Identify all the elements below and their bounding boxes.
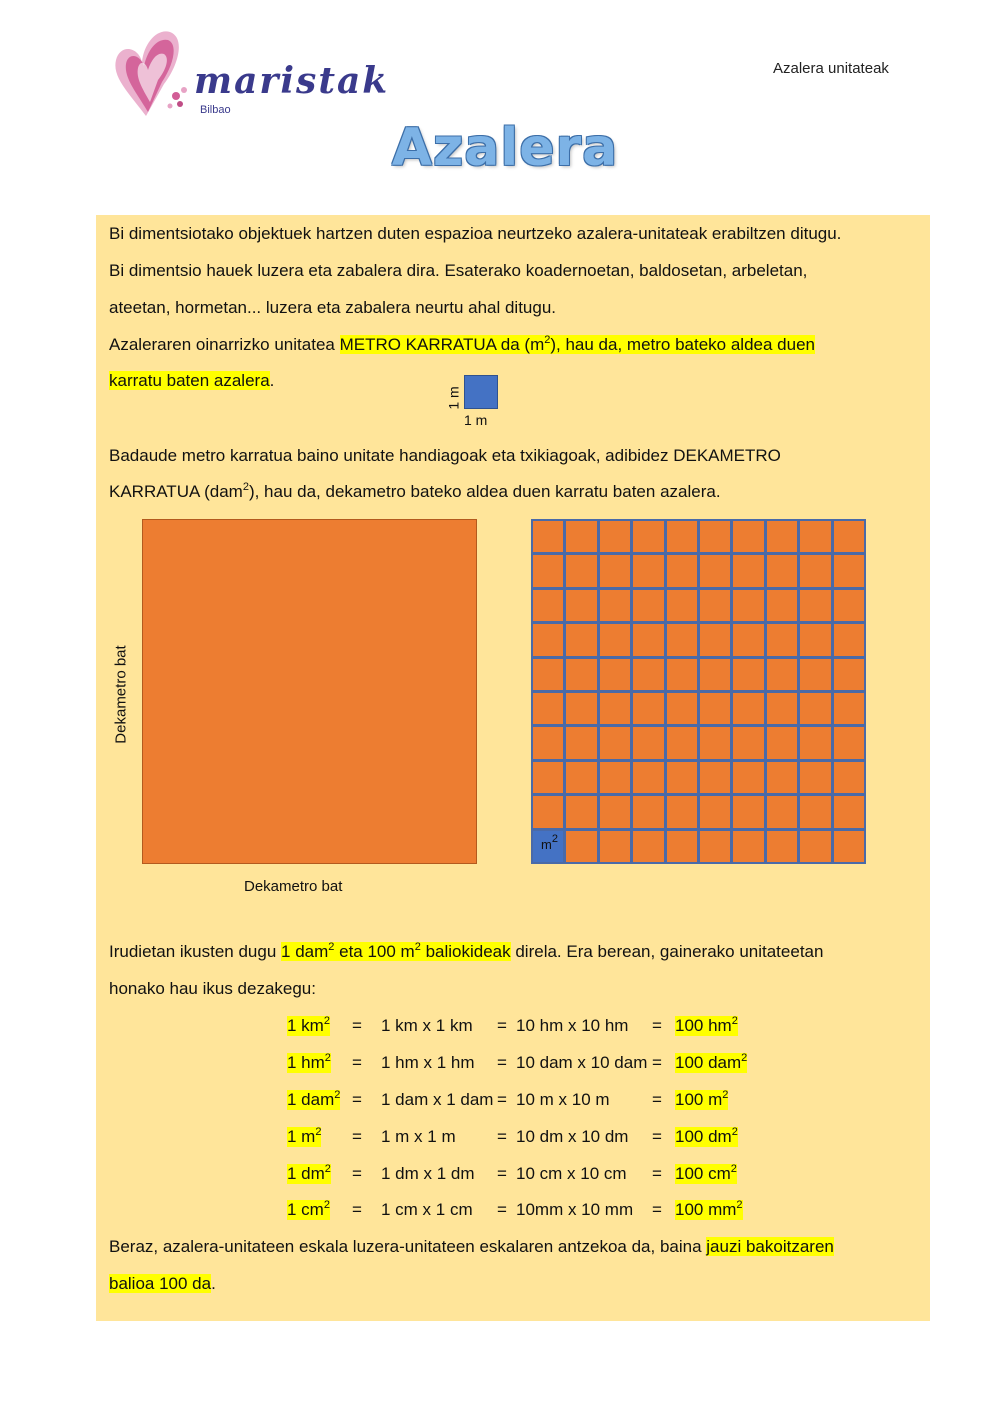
equivalence-prod2 — [516, 1127, 628, 1147]
equivalence-result-text: 100 m — [675, 1090, 723, 1109]
equivalence-unit-text: 1 cm — [287, 1200, 324, 1219]
grid-cell — [633, 831, 663, 862]
superscript: 2 — [722, 1089, 729, 1101]
grid-cell — [533, 624, 563, 655]
grid-cell — [633, 693, 663, 724]
grid-cell — [834, 831, 864, 862]
equivalence-result — [675, 1016, 738, 1036]
equivalence-eq1-text: = — [352, 1127, 362, 1146]
grid-cell — [600, 831, 630, 862]
equivalence-unit-text: 1 dm — [287, 1164, 325, 1183]
highlight-text-2: ), hau da, metro bateko aldea duen — [550, 335, 815, 354]
grid-cell — [700, 624, 730, 655]
equivalence-eq2 — [497, 1127, 507, 1147]
equivalence-prod-text: 1 km x 1 km — [381, 1016, 473, 1035]
grid-cell — [800, 796, 830, 827]
superscript: 2 — [551, 832, 558, 845]
grid-cell — [733, 590, 763, 621]
equivalence-unit-text: 1 m — [287, 1127, 316, 1146]
dekameter-bottom-label: Dekametro bat — [244, 878, 343, 895]
para3-line-1 — [109, 942, 823, 962]
highlight-metro-karratua — [340, 335, 815, 354]
grid-cell — [767, 727, 797, 758]
grid-cell-label — [541, 832, 558, 852]
equivalence-eq3 — [652, 1164, 662, 1184]
grid-cell — [533, 521, 563, 552]
square-meter-side-label: 1 m — [445, 386, 462, 410]
intro-line-4 — [109, 335, 815, 355]
equivalence-eq1-text: = — [352, 1200, 362, 1219]
intro-period: . — [269, 371, 275, 390]
superscript: 2 — [741, 1052, 748, 1064]
para2-text-b: ), hau da, dekametro bateko aldea duen karratu baten azalera. — [248, 482, 721, 501]
conclusion-line-1 — [109, 1237, 834, 1257]
grid-cell — [834, 521, 864, 552]
equivalence-prod-text: 1 hm x 1 hm — [381, 1053, 475, 1072]
conclusion-text-a: Beraz, azalera-unitateen eskala luzera-unitateen eskalaren antzekoa da, baina — [109, 1237, 707, 1256]
equivalence-prod2 — [516, 1053, 647, 1073]
equivalence-prod-text: 1 dm x 1 dm — [381, 1164, 475, 1183]
grid-cell — [566, 659, 596, 690]
grid-cell — [733, 555, 763, 586]
grid-cell — [667, 659, 697, 690]
conclusion-line-2 — [109, 1274, 216, 1294]
superscript: 2 — [731, 1015, 738, 1027]
grid-cell — [834, 693, 864, 724]
superscript: 2 — [323, 1015, 330, 1027]
equivalence-eq1 — [352, 1053, 362, 1073]
equivalence-unit — [287, 1164, 331, 1184]
superscript: 2 — [315, 1126, 322, 1138]
equivalence-eq1-text: = — [352, 1090, 362, 1109]
equivalence-eq2-text: = — [497, 1053, 507, 1072]
grid-cell — [633, 624, 663, 655]
equivalence-eq2 — [497, 1200, 507, 1220]
equivalence-eq3 — [652, 1090, 662, 1110]
equivalence-prod — [381, 1164, 475, 1184]
equivalence-eq3-text: = — [652, 1164, 662, 1183]
grid-cell — [700, 590, 730, 621]
superscript: 2 — [334, 1089, 341, 1101]
grid-cell — [834, 624, 864, 655]
maristak-logo — [108, 22, 390, 122]
para2-line-2 — [109, 482, 721, 502]
grid-cell — [667, 624, 697, 655]
logo-subtitle: Bilbao — [200, 104, 231, 116]
square-dekameter-figure — [142, 519, 477, 864]
grid-cell — [834, 555, 864, 586]
logo-wordmark: maristak — [194, 60, 390, 102]
equivalence-eq2-text: = — [497, 1164, 507, 1183]
grid-cell — [733, 624, 763, 655]
superscript: 2 — [414, 941, 421, 953]
grid-cell — [667, 521, 697, 552]
equivalence-prod — [381, 1053, 475, 1073]
grid-cell — [700, 727, 730, 758]
grid-cell — [700, 831, 730, 862]
grid-cell — [767, 624, 797, 655]
grid-cell-square-meter — [533, 831, 563, 862]
equivalence-unit-text: 1 hm — [287, 1053, 325, 1072]
grid-cell — [667, 693, 697, 724]
equivalence-unit — [287, 1053, 331, 1073]
equivalence-unit — [287, 1200, 330, 1220]
equivalence-eq3-text: = — [652, 1053, 662, 1072]
heart-logo-icon — [108, 22, 198, 122]
equivalence-prod — [381, 1200, 473, 1220]
equivalence-eq3-text: = — [652, 1090, 662, 1109]
equivalence-result — [675, 1127, 738, 1147]
grid-cell — [700, 796, 730, 827]
header-note: Azalera unitateak — [773, 60, 889, 77]
grid-cell — [633, 590, 663, 621]
equivalence-prod-text: 1 m x 1 m — [381, 1127, 456, 1146]
highlight-karratu-azalera: karratu baten azalera — [109, 371, 270, 390]
grid-cell — [767, 762, 797, 793]
equivalence-prod2-text: 10 dm x 10 dm — [516, 1127, 629, 1146]
equivalence-prod — [381, 1090, 493, 1110]
grid-cell — [800, 624, 830, 655]
equivalence-unit — [287, 1090, 340, 1110]
equivalence-eq1-text: = — [352, 1164, 362, 1183]
equivalence-eq2 — [497, 1053, 507, 1073]
superscript: 2 — [730, 1163, 737, 1175]
highlight-baliokideak — [281, 942, 511, 961]
grid-cell — [700, 693, 730, 724]
grid-cell — [834, 659, 864, 690]
page-title: Azalera — [391, 118, 619, 178]
grid-cell — [767, 590, 797, 621]
equivalence-eq1-text: = — [352, 1053, 362, 1072]
equivalence-prod2-text: 10 m x 10 m — [516, 1090, 610, 1109]
grid-cell — [600, 693, 630, 724]
hl-text-3: baliokideak — [420, 942, 511, 961]
equivalence-result-text: 100 hm — [675, 1016, 732, 1035]
intro-line-3: ateetan, hormetan... luzera eta zabalera neurtu ahal ditugu. — [109, 298, 557, 317]
para2-text-a: KARRATUA (dam — [109, 482, 243, 501]
grid-cell — [667, 762, 697, 793]
equivalence-result-text: 100 dam — [675, 1053, 742, 1072]
equivalence-prod — [381, 1016, 473, 1036]
square-meter-bottom-label: 1 m — [464, 412, 488, 428]
grid-cell — [800, 727, 830, 758]
grid-cell — [733, 727, 763, 758]
grid-cell — [633, 762, 663, 793]
equivalence-eq2-text: = — [497, 1016, 507, 1035]
grid-cell — [800, 590, 830, 621]
highlight-jauzi: jauzi bakoitzaren — [706, 1237, 834, 1256]
superscript: 2 — [328, 941, 335, 953]
grid-cell — [633, 727, 663, 758]
grid-cell — [600, 521, 630, 552]
equivalence-eq3 — [652, 1127, 662, 1147]
hl-text-1: 1 dam — [281, 942, 329, 961]
equivalence-unit — [287, 1016, 330, 1036]
dekameter-side-label: Dekametro bat — [112, 645, 130, 744]
equivalence-prod2-text: 10 hm x 10 hm — [516, 1016, 629, 1035]
grid-cell — [800, 521, 830, 552]
grid-cell — [733, 659, 763, 690]
grid-cell — [733, 831, 763, 862]
equivalence-result — [675, 1053, 747, 1073]
superscript: 2 — [324, 1052, 331, 1064]
equivalence-eq2-text: = — [497, 1090, 507, 1109]
grid-cell — [600, 727, 630, 758]
grid-cell — [533, 693, 563, 724]
square-meter-figure — [464, 375, 498, 409]
grid-cell — [533, 590, 563, 621]
superscript: 2 — [731, 1126, 738, 1138]
grid-cell — [566, 624, 596, 655]
equivalence-prod2-text: 10 dam x 10 dam — [516, 1053, 648, 1072]
grid-cell — [800, 831, 830, 862]
grid-cell — [533, 727, 563, 758]
superscript: 2 — [324, 1163, 331, 1175]
grid-cell — [800, 659, 830, 690]
grid-cell — [800, 762, 830, 793]
para3-line-2: honako hau ikus dezakegu: — [109, 979, 316, 998]
grid-cell — [700, 762, 730, 793]
grid-cell — [600, 762, 630, 793]
grid-cell — [600, 659, 630, 690]
grid-cell — [533, 555, 563, 586]
grid-cell — [834, 762, 864, 793]
grid-cell — [566, 590, 596, 621]
grid-cell — [566, 727, 596, 758]
grid-cell — [633, 521, 663, 552]
equivalence-eq2-text: = — [497, 1200, 507, 1219]
equivalence-eq3-text: = — [652, 1016, 662, 1035]
equivalence-prod-text: 1 dam x 1 dam — [381, 1090, 494, 1109]
grid-cell — [834, 796, 864, 827]
grid-cell — [566, 555, 596, 586]
equivalence-eq2-text: = — [497, 1127, 507, 1146]
grid-cell — [700, 659, 730, 690]
grid-cell — [733, 693, 763, 724]
equivalence-prod2 — [516, 1200, 633, 1220]
grid-cell — [767, 693, 797, 724]
equivalence-unit — [287, 1127, 321, 1147]
grid-cell — [667, 831, 697, 862]
para3-text-a: Irudietan ikusten dugu — [109, 942, 282, 961]
square-meter-grid — [531, 519, 866, 864]
grid-cell — [600, 796, 630, 827]
equivalence-eq1 — [352, 1164, 362, 1184]
para3-text-b: direla. Era berean, gainerako unitateetan — [510, 942, 824, 961]
cell-label-text: m — [541, 836, 552, 852]
equivalence-eq3 — [652, 1200, 662, 1220]
equivalence-eq1 — [352, 1090, 362, 1110]
equivalence-result-text: 100 cm — [675, 1164, 731, 1183]
grid-cell — [733, 521, 763, 552]
superscript: 2 — [544, 334, 551, 346]
grid-cell — [566, 693, 596, 724]
equivalence-result — [675, 1090, 728, 1110]
grid-cell — [633, 796, 663, 827]
equivalence-prod2-text: 10mm x 10 mm — [516, 1200, 634, 1219]
grid-cell — [566, 521, 596, 552]
hl-text-2: eta 100 m — [334, 942, 415, 961]
grid-cell — [700, 521, 730, 552]
grid-cell — [566, 796, 596, 827]
grid-cell — [834, 590, 864, 621]
intro-line-4-text: Azaleraren oinarrizko unitatea — [109, 335, 340, 354]
grid-cell — [767, 659, 797, 690]
intro-line-1: Bi dimentsiotako objektuek hartzen duten espazioa neurtzeko azalera-unitateak erabiltzen ditugu. — [109, 224, 842, 243]
equivalence-eq3 — [652, 1053, 662, 1073]
equivalence-eq2 — [497, 1164, 507, 1184]
equivalence-prod2 — [516, 1164, 627, 1184]
equivalence-eq1 — [352, 1200, 362, 1220]
grid-cell — [566, 831, 596, 862]
superscript: 2 — [736, 1199, 743, 1211]
grid-cell — [733, 762, 763, 793]
grid-cell — [767, 555, 797, 586]
para2-line-1: Badaude metro karratua baino unitate handiagoak eta txikiagoak, adibidez DEKAMETRO — [109, 446, 781, 465]
grid-cell — [767, 796, 797, 827]
grid-cell — [800, 555, 830, 586]
grid-cell — [566, 762, 596, 793]
grid-cell — [667, 590, 697, 621]
grid-cell — [600, 624, 630, 655]
equivalence-eq1 — [352, 1016, 362, 1036]
intro-line-5 — [109, 371, 274, 391]
highlight-balioa: balioa 100 da — [109, 1274, 212, 1293]
grid-cell — [834, 727, 864, 758]
equivalence-eq1 — [352, 1127, 362, 1147]
equivalence-prod-text: 1 cm x 1 cm — [381, 1200, 473, 1219]
superscript: 2 — [323, 1199, 330, 1211]
equivalence-prod2-text: 10 cm x 10 cm — [516, 1164, 627, 1183]
grid-cell — [633, 555, 663, 586]
intro-line-2: Bi dimentsio hauek luzera eta zabalera dira. Esaterako koadernoetan, baldosetan, arbeletan, — [109, 261, 808, 280]
equivalence-result — [675, 1200, 743, 1220]
equivalence-eq3-text: = — [652, 1200, 662, 1219]
grid-cell — [667, 727, 697, 758]
grid-cell — [767, 831, 797, 862]
grid-cell — [700, 555, 730, 586]
grid-cell — [800, 693, 830, 724]
grid-cell — [600, 590, 630, 621]
equivalence-eq1-text: = — [352, 1016, 362, 1035]
grid-cell — [633, 659, 663, 690]
grid-cell — [533, 796, 563, 827]
superscript: 2 — [242, 481, 249, 493]
equivalence-result-text: 100 mm — [675, 1200, 737, 1219]
equivalence-prod2 — [516, 1090, 610, 1110]
grid-cell — [667, 796, 697, 827]
grid-cell — [600, 555, 630, 586]
equivalence-eq3 — [652, 1016, 662, 1036]
equivalence-result — [675, 1164, 737, 1184]
equivalence-prod2 — [516, 1016, 628, 1036]
equivalence-eq2 — [497, 1016, 507, 1036]
grid-cell — [767, 521, 797, 552]
equivalence-unit-text: 1 km — [287, 1016, 324, 1035]
conclusion-period: . — [211, 1274, 216, 1293]
grid-cell — [533, 762, 563, 793]
grid-cell — [667, 555, 697, 586]
equivalence-prod — [381, 1127, 456, 1147]
grid-cell — [733, 796, 763, 827]
equivalence-unit-text: 1 dam — [287, 1090, 335, 1109]
grid-cell — [533, 659, 563, 690]
highlight-text: METRO KARRATUA da (m — [339, 335, 545, 354]
equivalence-eq3-text: = — [652, 1127, 662, 1146]
equivalence-result-text: 100 dm — [675, 1127, 732, 1146]
equivalence-eq2 — [497, 1090, 507, 1110]
